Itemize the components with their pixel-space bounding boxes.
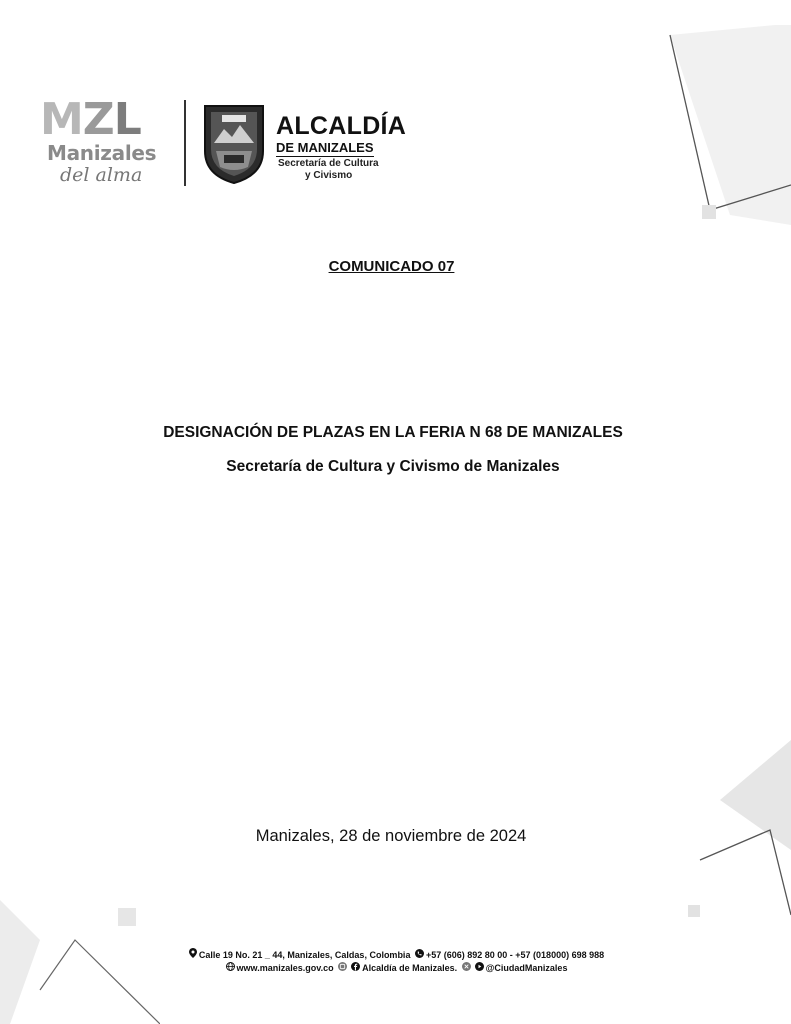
document-subtitle: Secretaría de Cultura y Civismo de Manizales [226, 458, 560, 475]
document-heading: COMUNICADO 07 [328, 258, 455, 275]
logo-divider [184, 100, 186, 186]
footer-social-handle[interactable]: @CiudadManizales [485, 963, 568, 973]
footer-line-1 [0, 948, 791, 960]
document-place-date: Manizales, 28 de noviembre de 2024 [255, 827, 527, 845]
footer-website[interactable]: www.manizales.gov.co [236, 963, 334, 973]
mzl-letter-m: M [40, 94, 83, 145]
globe-icon [226, 962, 235, 973]
mzl-logo-wordmark [40, 94, 141, 145]
mzl-logo-name: Manizales [47, 141, 157, 165]
footer-line-2 [0, 962, 791, 973]
mzl-logo-tagline: del alma [60, 164, 143, 186]
alcaldia-title: ALCALDÍA [276, 112, 407, 140]
mzl-letter-z: Z [82, 94, 114, 145]
alcaldia-department-line2: y Civismo [305, 170, 353, 181]
footer-social-name: Alcaldía de Manizales. [362, 963, 458, 973]
decorative-corner-top-right [650, 25, 791, 225]
x-twitter-icon[interactable] [462, 962, 471, 973]
mzl-letter-l: L [113, 94, 141, 145]
document-title: DESIGNACIÓN DE PLAZAS EN LA FERIA N 68 DE MANIZALES [163, 424, 623, 441]
alcaldia-subtitle: DE MANIZALES [276, 140, 374, 155]
footer-phones: +57 (606) 892 80 00 - +57 (018000) 698 988 [425, 950, 605, 960]
instagram-icon[interactable] [338, 962, 347, 973]
youtube-icon[interactable] [475, 962, 484, 973]
alcaldia-department-line1: Secretaría de Cultura [278, 158, 379, 169]
location-pin-icon [189, 948, 197, 960]
manizales-coat-of-arms-icon [202, 103, 266, 185]
footer-address: Calle 19 No. 21 _ 44, Manizales, Caldas, Colombia [198, 950, 411, 960]
phone-icon [415, 949, 424, 960]
facebook-icon[interactable] [351, 962, 360, 973]
